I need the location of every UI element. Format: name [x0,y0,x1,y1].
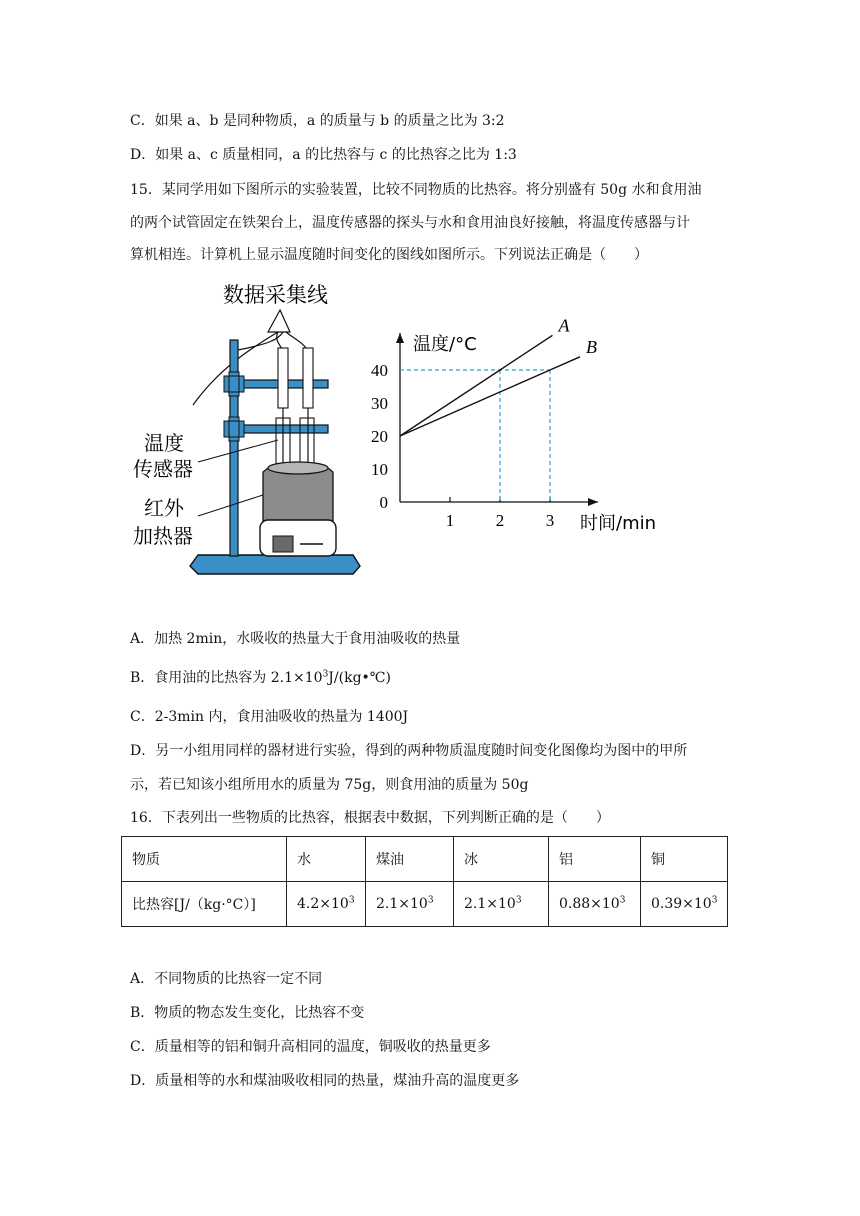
value-base: 0.39×10 [651,896,712,912]
q15-option-b-text: B．食用油的比热容为 2.1×10 [130,670,323,686]
q16-option-a: A．不同物质的比热容一定不同 [130,971,323,987]
q16-option-d: D．质量相等的水和煤油吸收相同的热量，煤油升高的温度更多 [130,1073,520,1089]
stand-base [190,555,360,574]
table-header-cell: 铜 [641,837,728,882]
q15-option-b [130,668,391,688]
q15-option-c: C．2-3min 内，食用油吸收的热量为 1400J [130,709,409,725]
q15-option-d-line1: D．另一小组用同样的器材进行实验，得到的两种物质温度随时间变化图像均为图中的甲所 [130,743,688,759]
q15-figure [128,280,688,580]
label-sensor-1: 温度 [144,431,184,455]
series-label-B: B [586,336,597,357]
q15-option-b-unit: J/(kg•℃) [328,670,391,686]
value-base: 2.1×10 [464,896,516,912]
table-row [122,882,728,927]
table-header-cell: 物质 [122,837,287,882]
table-cell [641,882,728,927]
heater-display [273,536,293,552]
x-tick-label: 1 [445,511,455,530]
x-tick-label: 2 [495,511,505,530]
q15-option-a: A．加热 2min，水吸收的热量大于食用油吸收的热量 [130,631,461,647]
table-header-cell: 冰 [454,837,549,882]
label-heater-2: 加热器 [133,524,193,548]
table-header-cell: 水 [287,837,366,882]
label-sensor-2: 传感器 [133,457,193,481]
label-heater-1: 红外 [144,496,184,520]
temperature-chart [371,315,656,534]
table-cell [287,882,366,927]
sensor-probe-left [278,348,288,408]
value-exp: 3 [515,895,522,906]
table-header-cell: 煤油 [366,837,454,882]
q15-option-d-line2: 示，若已知该小组所用水的质量为 75g，则食用油的质量为 50g [130,777,529,793]
q15-figure-svg [128,280,688,580]
apparatus-illustration [133,283,360,574]
value-exp: 3 [427,895,434,906]
infrared-heater [260,520,336,556]
q15-stem-line2: 的两个试管固定在铁架台上，温度传感器的探头与水和食用油良好接触，将温度传感器与计 [130,215,690,231]
clamp-boss-lower [224,417,244,441]
q16-option-c: C．质量相等的铝和铜升高相同的温度，铜吸收的热量更多 [130,1039,491,1055]
y-axis-arrow [396,333,404,343]
table-cell [454,882,549,927]
value-base: 0.88×10 [559,896,620,912]
y-tick-label: 20 [371,427,388,446]
y-tick-label: 0 [379,493,388,512]
specific-heat-table [121,836,728,927]
label-data-cable: 数据采集线 [223,283,328,307]
y-tick-label: 40 [371,361,388,380]
q15-stem-line3: 算机相连。计算机上显示温度随时间变化的图线如图所示。下列说法正确是（ ） [130,247,648,263]
series-line-B [400,357,580,436]
chart-guides [400,370,550,502]
chart-y-ticks [371,361,388,512]
beaker [263,468,333,525]
chart-xlabel: 时间/min [580,513,657,534]
series-label-A: A [558,315,570,336]
table-row-label: 比热容[J/（kg·°C）] [122,882,287,927]
sensor-probe-right [303,348,313,408]
beaker-rim [268,462,328,474]
chart-ylabel: 温度/°C [413,334,477,355]
cable-right [238,332,283,350]
table-cell [366,882,454,927]
cable-pointer [268,310,290,332]
table-header-row [122,837,728,882]
x-axis-arrow [588,498,598,506]
value-base: 4.2×10 [297,896,349,912]
y-tick-label: 30 [371,394,388,413]
q16-option-b: B．物质的物态发生变化，比热容不变 [130,1005,365,1021]
q14-option-c: C．如果 a、b 是同种物质，a 的质量与 b 的质量之比为 3:2 [130,113,505,129]
value-exp: 3 [619,895,626,906]
value-exp: 3 [348,895,355,906]
clamp-boss-upper [224,372,244,396]
q15-stem-line1: 15．某同学用如下图所示的实验装置，比较不同物质的比热容。将分别盛有 50g 水和食用油 [130,182,702,198]
chart-axes [396,333,598,506]
table-cell [549,882,641,927]
x-tick-label: 3 [545,511,555,530]
value-exp: 3 [711,895,718,906]
q14-option-d: D．如果 a、c 质量相同，a 的比热容与 c 的比热容之比为 1:3 [130,147,517,163]
table-header-cell: 铝 [549,837,641,882]
q15-option-b-exp: 3 [322,669,329,680]
q16-stem: 16．下表列出一些物质的比热容，根据表中数据，下列判断正确的是（ ） [130,810,610,826]
y-tick-label: 10 [371,460,388,479]
value-base: 2.1×10 [376,896,428,912]
